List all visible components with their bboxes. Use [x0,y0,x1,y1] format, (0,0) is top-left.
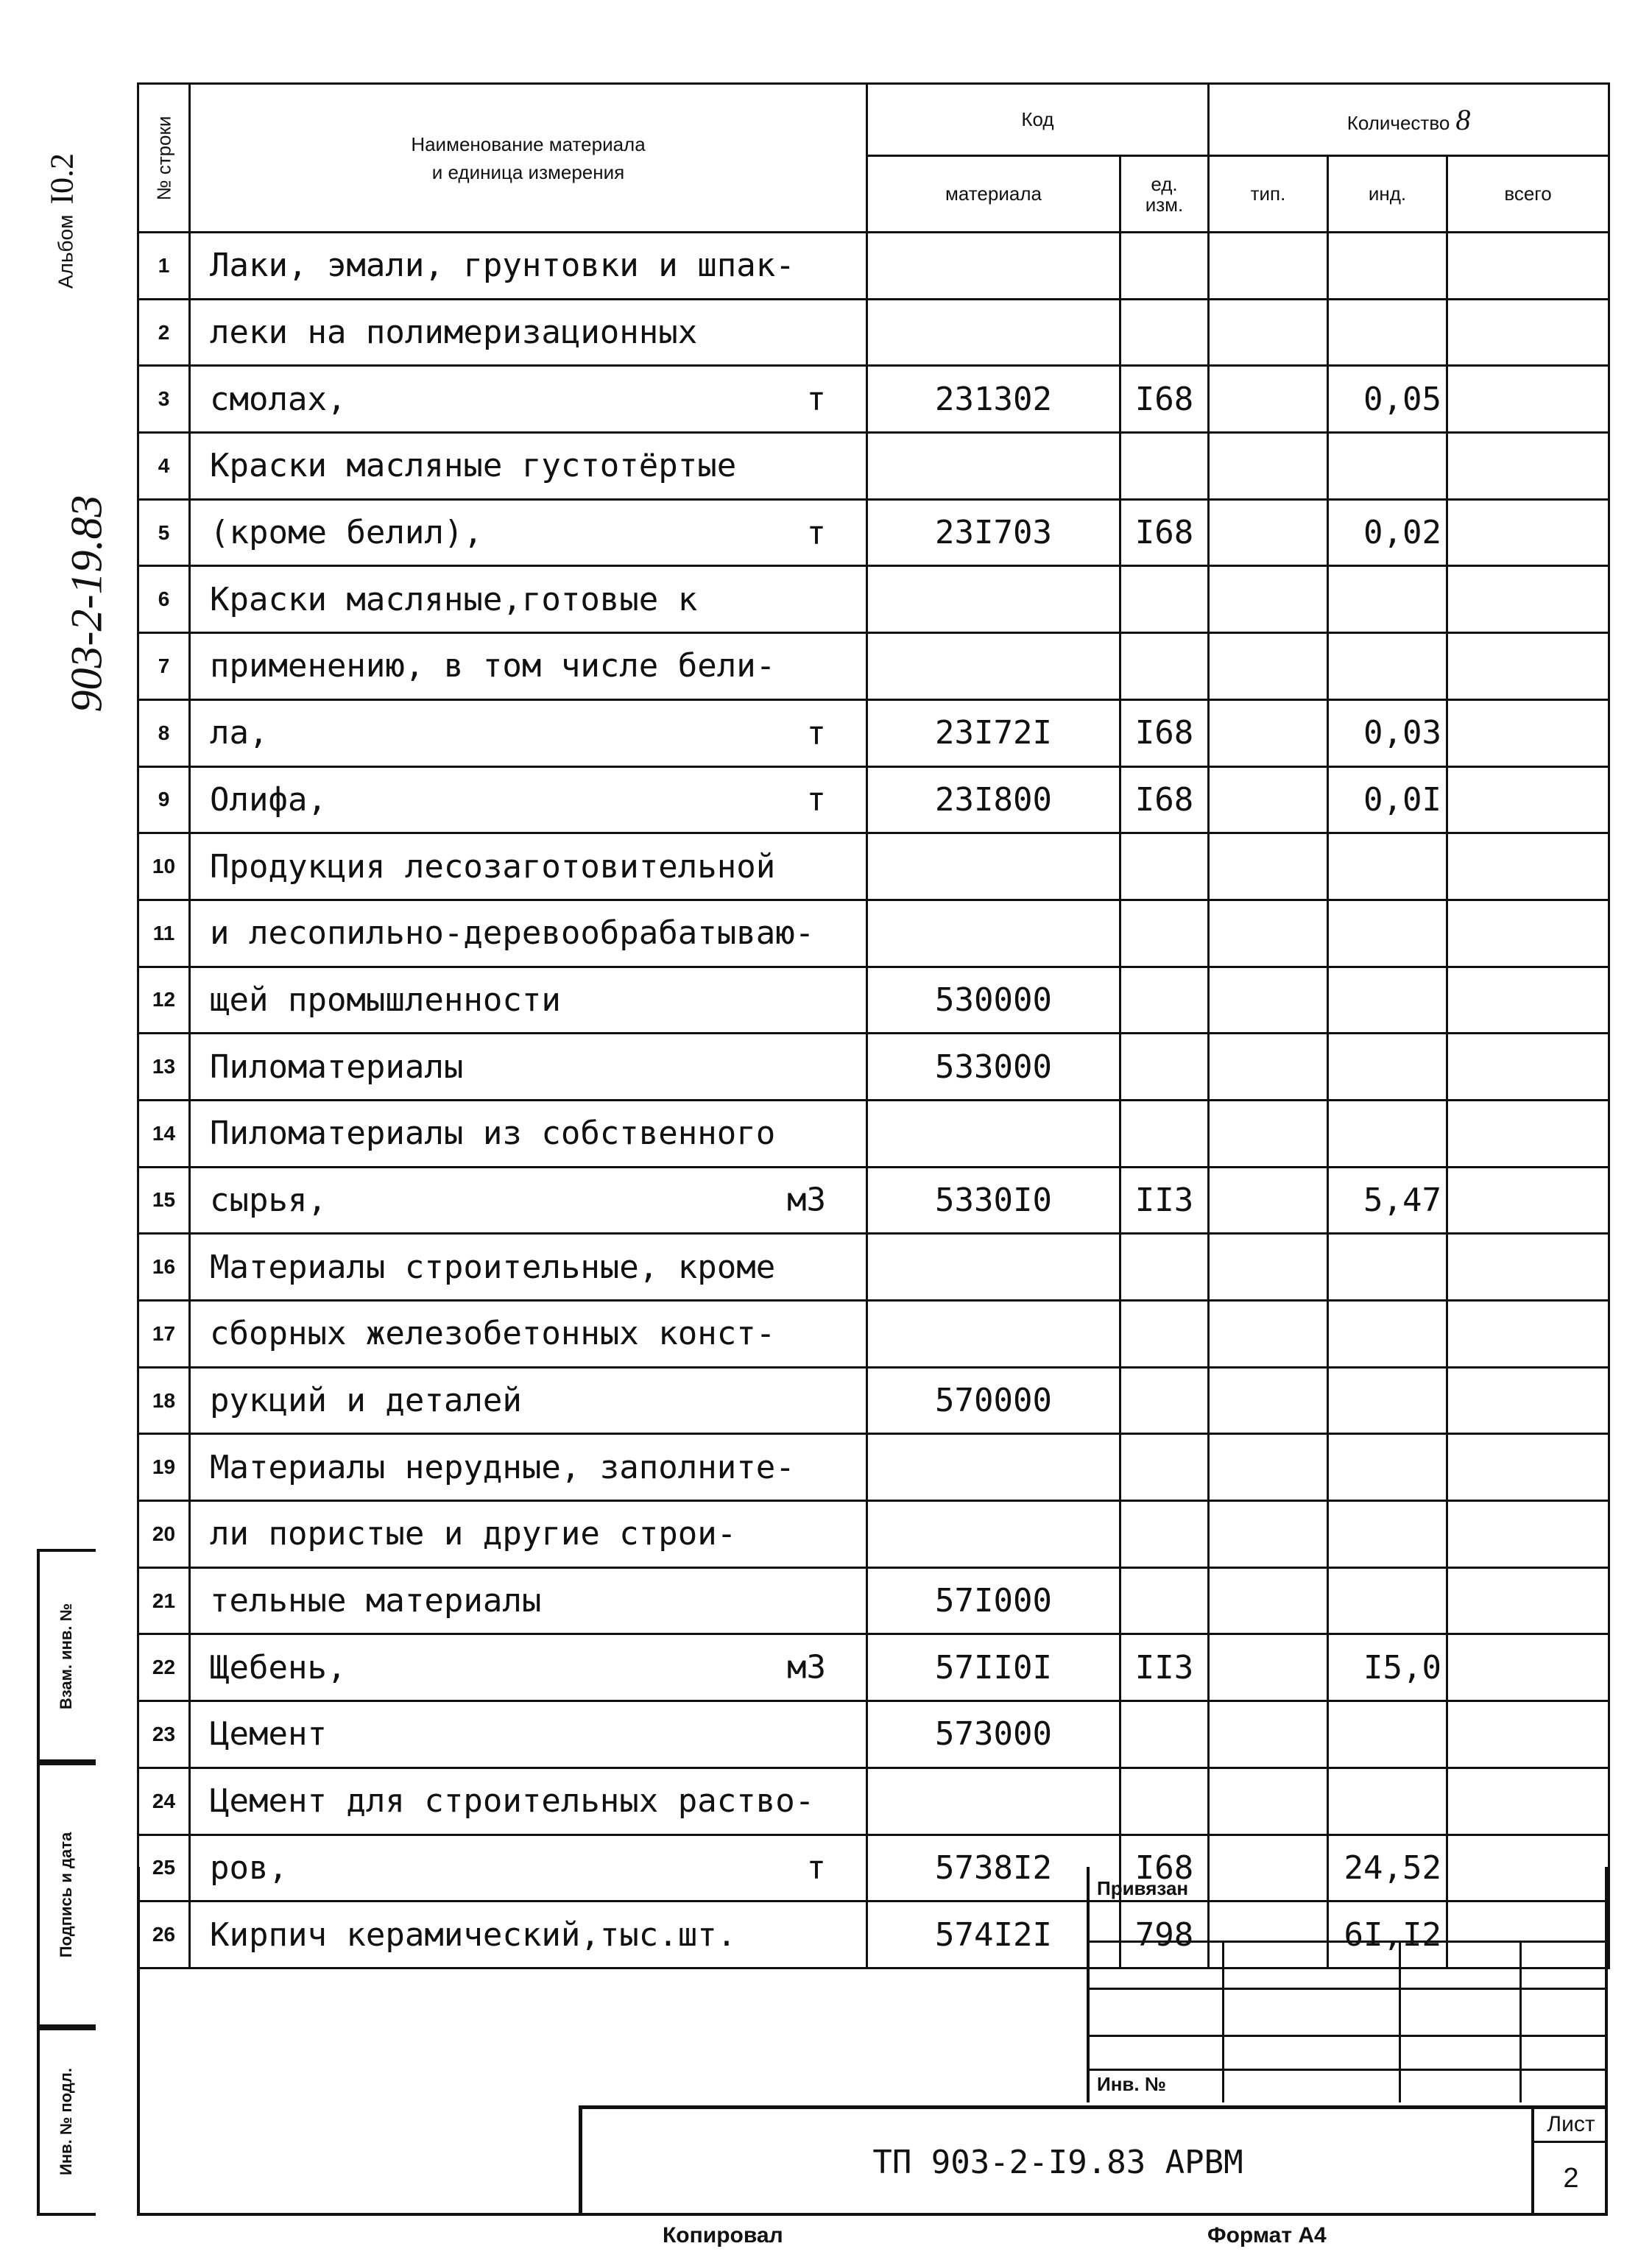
header-qty-ind: инд. [1328,156,1447,233]
row-number: 12 [138,967,190,1034]
unit-code [1120,433,1209,500]
album-label [43,153,81,289]
material-code [867,1768,1120,1835]
unit-code: 798 [1120,1901,1209,1968]
material-name [190,1501,867,1568]
qty-ind: 0,0I [1328,766,1447,833]
material-name-text: Материалы нерудные, заполните- [210,1448,795,1486]
unit-code [1120,900,1209,967]
qty-typ [1209,967,1328,1034]
material-name [190,699,867,766]
table-row [138,566,1609,633]
qty-total [1447,967,1609,1034]
header-row-no [138,84,190,233]
unit-code: II3 [1120,1634,1209,1701]
qty-total [1447,299,1609,366]
qty-ind [1328,1434,1447,1501]
qty-ind [1328,1301,1447,1368]
table-row [138,1701,1609,1768]
qty-typ [1209,1234,1328,1301]
qty-total [1447,1634,1609,1701]
document-designation: ТП 903-2-I9.83 АРВМ [872,2143,1243,2181]
material-name-text: тельные материалы [210,1582,542,1620]
qty-typ [1209,1167,1328,1234]
material-name [190,499,867,566]
inv-no-label: Инв. № [1097,2073,1166,2095]
qty-typ [1209,299,1328,366]
material-name [190,566,867,633]
material-name-text: Цемент для строительных раство- [210,1782,815,1821]
material-code [867,1434,1120,1501]
qty-ind [1328,967,1447,1034]
qty-ind [1328,1234,1447,1301]
qty-total [1447,1768,1609,1835]
qty-typ [1209,1301,1328,1368]
qty-ind: 6I,I2 [1328,1901,1447,1968]
unit-code: II3 [1120,1167,1209,1234]
binding-label: Привязан [1097,1877,1189,1899]
unit-code [1120,1367,1209,1434]
qty-typ [1209,1100,1328,1167]
row-number: 7 [138,633,190,700]
material-name-text: (кроме белил), [210,514,483,552]
qty-ind [1328,299,1447,366]
material-unit: м3 [787,1648,826,1687]
table-row [138,1634,1609,1701]
material-name [190,1634,867,1701]
qty-typ [1209,833,1328,900]
material-unit: т [806,1848,826,1887]
material-unit: т [806,514,826,552]
material-code [867,299,1120,366]
unit-code [1120,1034,1209,1101]
material-code: 57II0I [867,1634,1120,1701]
album-number: I0.2 [43,152,80,205]
qty-total [1447,566,1609,633]
table-row [138,233,1609,300]
material-code [867,833,1120,900]
qty-total [1447,1367,1609,1434]
material-name-text: Цемент [210,1715,327,1754]
material-name-text: Краски масляные,готовые к [210,580,698,618]
row-number: 21 [138,1567,190,1634]
unit-code: I68 [1120,499,1209,566]
album-label-text: Альбом [54,214,77,289]
unit-code: I68 [1120,366,1209,433]
unit-code [1120,1567,1209,1634]
material-unit: т [806,380,826,418]
copied-by-label: Копировал [663,2223,783,2247]
material-name [190,766,867,833]
qty-typ [1209,1501,1328,1568]
material-name [190,1701,867,1768]
material-code: 5738I2 [867,1835,1120,1901]
material-name-text: Лаки, эмали, грунтовки и шпак- [210,247,795,285]
row-number: 2 [138,299,190,366]
qty-total [1447,366,1609,433]
row-number: 5 [138,499,190,566]
material-code [867,1100,1120,1167]
row-number: 22 [138,1634,190,1701]
material-name [190,366,867,433]
qty-ind: 5,47 [1328,1167,1447,1234]
row-number: 26 [138,1901,190,1968]
material-name-text: рукций и деталей [210,1382,522,1420]
row-number: 11 [138,900,190,967]
table-row [138,366,1609,433]
row-number: 15 [138,1167,190,1234]
qty-total [1447,1034,1609,1101]
binding-line-2 [1087,1988,1608,1990]
table-row [138,967,1609,1034]
row-number: 18 [138,1367,190,1434]
material-name-text: и лесопильно-деревообрабатываю- [210,914,815,953]
material-code [867,233,1120,300]
qty-typ [1209,766,1328,833]
qty-typ [1209,1634,1328,1701]
qty-typ [1209,1567,1328,1634]
table-row [138,633,1609,700]
table-row [138,1100,1609,1167]
qty-ind: 0,05 [1328,366,1447,433]
row-number: 20 [138,1501,190,1568]
stamp-label-original-inv: Инв. № подл. [57,2068,75,2175]
row-number: 24 [138,1768,190,1835]
material-name-text: Краски масляные густотёртые [210,447,737,485]
material-name-text: Материалы строительные, кроме [210,1248,776,1286]
table-row [138,1034,1609,1101]
table-row [138,699,1609,766]
material-name-text: сырья, [210,1181,327,1219]
row-number: 16 [138,1234,190,1301]
unit-code [1120,967,1209,1034]
header-quantity-mark: 8 [1455,103,1471,136]
qty-ind [1328,433,1447,500]
material-name [190,1100,867,1167]
header-quantity-text: Количество [1346,112,1450,134]
unit-code: I68 [1120,1835,1209,1901]
row-number: 8 [138,699,190,766]
row-number: 13 [138,1034,190,1101]
qty-typ [1209,233,1328,300]
qty-ind [1328,1701,1447,1768]
qty-typ [1209,366,1328,433]
qty-total [1447,833,1609,900]
table-row [138,833,1609,900]
material-name-text: Пиломатериалы [210,1048,464,1086]
binding-line-4 [1087,2069,1608,2071]
material-code: 570000 [867,1367,1120,1434]
qty-total [1447,766,1609,833]
binding-box [1087,1867,1608,2102]
material-code: 573000 [867,1701,1120,1768]
qty-ind [1328,566,1447,633]
unit-code [1120,1701,1209,1768]
qty-total [1447,1167,1609,1234]
qty-ind [1328,1034,1447,1101]
header-code: Код [867,84,1209,156]
qty-ind [1328,633,1447,700]
row-number: 23 [138,1701,190,1768]
table-row [138,766,1609,833]
unit-code [1120,233,1209,300]
table-row [138,299,1609,366]
material-code [867,1234,1120,1301]
unit-code [1120,1301,1209,1368]
qty-typ [1209,900,1328,967]
document-number-handwritten: 903-2-19.83 [62,495,111,713]
qty-typ [1209,1768,1328,1835]
material-name [190,1367,867,1434]
material-name [190,433,867,500]
material-code: 574I2I [867,1901,1120,1968]
header-quantity [1209,84,1609,156]
qty-ind [1328,1501,1447,1568]
sheet-label: Лист [1547,2112,1595,2136]
qty-ind [1328,1367,1447,1434]
qty-ind [1328,833,1447,900]
material-name [190,967,867,1034]
materials-table [137,82,1610,1969]
qty-ind: I5,0 [1328,1634,1447,1701]
material-unit: м3 [787,1181,826,1219]
unit-code [1120,1100,1209,1167]
format-label: Формат А4 [1207,2223,1327,2247]
qty-typ [1209,1034,1328,1101]
header-qty-typ: тип. [1209,156,1328,233]
material-name-text: смолах, [210,380,347,418]
qty-typ [1209,633,1328,700]
row-number: 1 [138,233,190,300]
material-unit: т [806,714,826,752]
material-name-text: ли пористые и другие строи- [210,1515,737,1553]
binding-vline-1 [1222,1941,1224,2102]
table-row [138,1567,1609,1634]
qty-ind [1328,1567,1447,1634]
binding-line-3 [1087,2035,1608,2037]
material-name-text: ла, [210,714,269,752]
material-code [867,1501,1120,1568]
table-row [138,1367,1609,1434]
unit-code [1120,1434,1209,1501]
qty-ind [1328,1100,1447,1167]
qty-total [1447,1701,1609,1768]
material-name [190,1567,867,1634]
table-row [138,1167,1609,1234]
qty-total [1447,233,1609,300]
table-body [138,233,1609,1968]
material-name-text: Щебень, [210,1648,347,1687]
qty-typ [1209,1367,1328,1434]
material-name-text: Продукция лесозаготовительной [210,847,776,886]
unit-code: I68 [1120,766,1209,833]
material-name [190,900,867,967]
header-code-material: материала [867,156,1120,233]
qty-total [1447,1301,1609,1368]
material-code: 23I703 [867,499,1120,566]
material-name-text: сборных железобетонных конст- [210,1315,776,1353]
header-code-unit: ед. изм. [1120,156,1209,233]
qty-total [1447,433,1609,500]
material-unit: т [806,780,826,819]
row-number: 3 [138,366,190,433]
table-row [138,900,1609,967]
qty-total [1447,1567,1609,1634]
material-code [867,433,1120,500]
material-name-text: леки на полимеризационных [210,314,698,352]
unit-code [1120,566,1209,633]
material-code: 533000 [867,1034,1120,1101]
table-row [138,1768,1609,1835]
qty-ind [1328,1768,1447,1835]
qty-typ [1209,1701,1328,1768]
row-number: 6 [138,566,190,633]
material-name [190,633,867,700]
row-number: 10 [138,833,190,900]
unit-code [1120,1768,1209,1835]
table-row [138,433,1609,500]
qty-total [1447,1501,1609,1568]
table-row [138,1501,1609,1568]
qty-ind: 0,02 [1328,499,1447,566]
unit-code [1120,1234,1209,1301]
material-code [867,1301,1120,1368]
table-row [138,1301,1609,1368]
header-row-no-text: № строки [152,116,174,200]
material-code [867,633,1120,700]
material-name [190,833,867,900]
material-name [190,1768,867,1835]
binding-vline-3 [1519,1941,1522,2102]
qty-ind [1328,900,1447,967]
unit-code: I68 [1120,699,1209,766]
material-name-text: Пиломатериалы из собственного [210,1115,776,1153]
row-number: 17 [138,1301,190,1368]
row-number: 9 [138,766,190,833]
qty-total [1447,1434,1609,1501]
qty-typ [1209,1434,1328,1501]
material-name [190,233,867,300]
qty-total [1447,1234,1609,1301]
material-code: 23I72I [867,699,1120,766]
binding-line-1 [1087,1941,1608,1943]
qty-total [1447,499,1609,566]
table-row [138,499,1609,566]
material-name-text: Олифа, [210,780,327,819]
unit-code [1120,833,1209,900]
row-number: 4 [138,433,190,500]
unit-code [1120,633,1209,700]
material-code: 530000 [867,967,1120,1034]
unit-code [1120,1501,1209,1568]
qty-total [1447,699,1609,766]
qty-total [1447,633,1609,700]
material-name [190,1234,867,1301]
material-code [867,900,1120,967]
qty-ind: 24,52 [1328,1835,1447,1901]
qty-ind: 0,03 [1328,699,1447,766]
qty-total [1447,900,1609,967]
material-code: 231302 [867,366,1120,433]
qty-typ [1209,699,1328,766]
material-name [190,1301,867,1368]
qty-typ [1209,499,1328,566]
qty-ind [1328,233,1447,300]
header-qty-total: всего [1447,156,1609,233]
qty-total [1447,1100,1609,1167]
material-name-text: Кирпич керамический,тыс.шт. [210,1915,737,1954]
binding-vline-2 [1399,1941,1401,2102]
material-name [190,299,867,366]
material-code: 23I800 [867,766,1120,833]
material-name [190,1434,867,1501]
header-name: Наименование материала и единица измерения [190,84,867,233]
stamp-label-signature: Подпись и дата [57,1832,75,1958]
material-name [190,1167,867,1234]
unit-code [1120,299,1209,366]
table-row [138,1434,1609,1501]
sheet-number: 2 [1563,2163,1579,2194]
material-name-text: щей промышленности [210,981,561,1019]
material-code [867,566,1120,633]
table-row [138,1234,1609,1301]
row-number: 14 [138,1100,190,1167]
row-number: 19 [138,1434,190,1501]
row-number: 25 [138,1835,190,1901]
material-name [190,1034,867,1101]
qty-typ [1209,433,1328,500]
material-name-text: ров, [210,1848,288,1887]
qty-typ [1209,566,1328,633]
stamp-label-replacement: Взам. инв. № [57,1603,75,1710]
material-name-text: применению, в том числе бели- [210,647,776,685]
material-code: 57I000 [867,1567,1120,1634]
material-code: 5330I0 [867,1167,1120,1234]
